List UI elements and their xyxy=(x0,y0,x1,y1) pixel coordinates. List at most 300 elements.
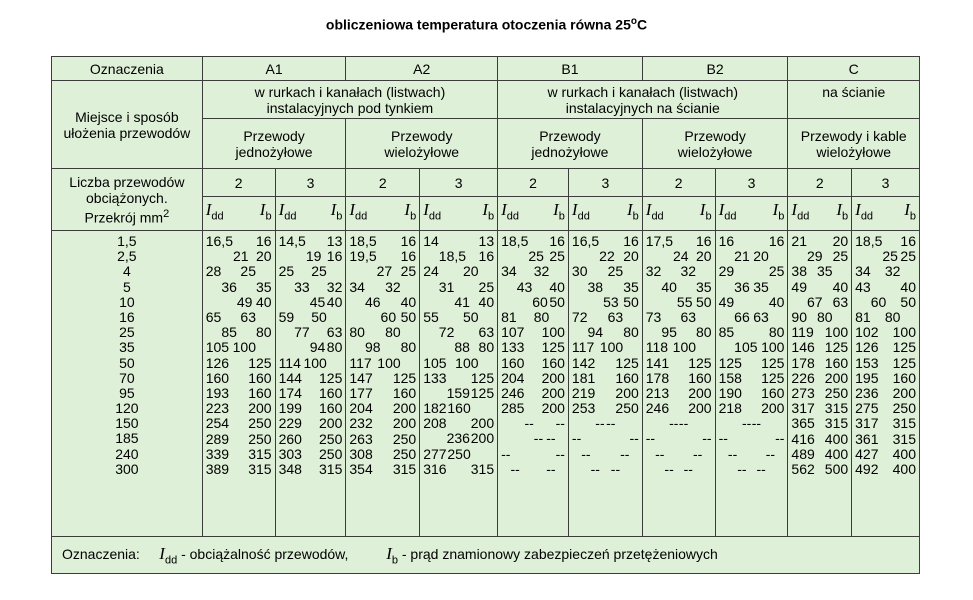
ib-value: -- xyxy=(678,415,689,432)
capacity-cell xyxy=(791,356,848,371)
ib-value: 40 xyxy=(900,278,916,295)
ib-value: 80 xyxy=(400,339,417,356)
capacity-cell xyxy=(719,325,785,340)
capacity-cell xyxy=(423,295,494,310)
ib-value: 63 xyxy=(240,308,256,325)
capacity-cell xyxy=(791,401,848,416)
ib-value: 25 xyxy=(478,278,495,295)
ib-value: 200 xyxy=(319,415,343,432)
idd-value: 158 xyxy=(718,369,742,386)
ib-value: 200 xyxy=(541,369,565,386)
capacity-cell xyxy=(719,401,785,416)
capacity-column xyxy=(202,231,275,537)
idd-value: 28 xyxy=(205,263,222,280)
idd-value: -- xyxy=(669,415,679,432)
ib-value: 200 xyxy=(541,400,565,417)
placement-under-plaster: w rurkach i kanałach (listwach) instalacyjnych pod tynkiem xyxy=(202,81,497,119)
idd-value: 32 xyxy=(645,263,662,280)
idd-value: 361 xyxy=(855,430,879,447)
idd-value: 94 xyxy=(587,324,604,341)
symbol-header-cell xyxy=(852,197,920,231)
ib-value: 35 xyxy=(753,278,769,295)
idd-value: 38 xyxy=(587,278,604,295)
ib-value: 16 xyxy=(255,233,272,249)
col-a1: A1 xyxy=(202,57,346,81)
capacity-cell xyxy=(791,249,848,264)
capacity-cell xyxy=(501,416,565,431)
ib-value: 80 xyxy=(816,308,833,325)
idd-value: 492 xyxy=(855,460,879,477)
ib-value: 250 xyxy=(824,384,849,401)
legend-idd-desc: - obciążalność przewodów, xyxy=(181,545,349,562)
capacity-cell xyxy=(349,249,416,264)
idd-value: 273 xyxy=(791,384,815,401)
cross-section-value: 2,5 xyxy=(117,248,137,265)
ib-value: -- xyxy=(555,415,565,432)
ib-value: 16 xyxy=(326,248,343,265)
idd-value: 66 xyxy=(734,308,750,325)
idd-value: -- xyxy=(718,430,728,447)
idd-value: 25 xyxy=(528,248,544,265)
capacity-cell xyxy=(791,295,848,310)
ib-value: 13 xyxy=(326,233,343,249)
ib-value: -- xyxy=(555,445,565,462)
ib-value: 32 xyxy=(680,263,697,280)
idd-value: 193 xyxy=(205,384,230,401)
idd-value: 246 xyxy=(645,400,670,417)
placement-on-wall: na ścianie xyxy=(788,81,920,119)
idd-symbol: $I_{dd}$ xyxy=(205,200,224,223)
ib-value: 80 xyxy=(768,324,785,341)
capacity-column xyxy=(642,231,715,537)
idd-value: 562 xyxy=(791,460,815,477)
idd-value: 25 xyxy=(278,263,295,280)
ib-value: -- xyxy=(751,415,762,432)
idd-value: 95 xyxy=(661,324,677,341)
capacity-cell xyxy=(349,310,416,325)
capacity-cell xyxy=(206,371,272,386)
ib-value: 20 xyxy=(832,233,849,249)
ib-value: 125 xyxy=(761,369,785,386)
idd-value: 226 xyxy=(791,369,815,386)
capacity-cell xyxy=(501,356,565,371)
ib-value: 80 xyxy=(255,324,272,341)
idd-value: 98 xyxy=(364,339,381,356)
idd-value: 219 xyxy=(571,384,596,401)
capacity-column xyxy=(788,231,852,537)
idd-value: 60 xyxy=(870,293,887,310)
idd-value: 60 xyxy=(532,293,548,310)
ib-symbol: $I_b$ xyxy=(904,200,916,223)
ib-value: 125 xyxy=(248,354,272,371)
capacity-cell xyxy=(349,386,416,401)
ib-value: 125 xyxy=(470,369,495,386)
ib-value: 80 xyxy=(326,339,343,356)
capacity-cell xyxy=(719,249,785,264)
ib-value: 200 xyxy=(392,400,417,417)
ib-value: 250 xyxy=(447,445,471,462)
symbol-header-cell xyxy=(346,197,420,231)
count-cell: 2 xyxy=(642,169,715,197)
idd-value: 254 xyxy=(205,415,230,432)
idd-value: 49 xyxy=(236,293,253,310)
capacity-cell xyxy=(572,280,639,295)
capacity-cell xyxy=(423,264,494,279)
capacity-cell xyxy=(572,295,639,310)
ib-value: -- xyxy=(606,415,616,432)
ib-value: 160 xyxy=(248,384,272,401)
capacity-cell xyxy=(206,386,272,401)
cross-section-column xyxy=(52,231,203,537)
ib-symbol: $I_b$ xyxy=(699,200,712,223)
idd-value: 81 xyxy=(501,308,517,325)
capacity-cell xyxy=(423,234,494,249)
capacity-cell xyxy=(279,340,343,355)
idd-value: 133 xyxy=(423,369,447,386)
ib-value: 315 xyxy=(248,460,272,477)
cross-section-value: 300 xyxy=(115,460,139,477)
ib-value: 40 xyxy=(549,278,565,295)
capacity-column xyxy=(852,231,920,537)
idd-value: -- xyxy=(533,430,544,447)
idd-value: 45 xyxy=(309,293,326,310)
capacity-cell xyxy=(349,431,416,446)
cross-section-value: 150 xyxy=(115,415,139,432)
ib-value: 160 xyxy=(824,354,849,371)
capacity-cell xyxy=(719,264,785,279)
capacity-cell xyxy=(206,280,272,295)
capacity-cell xyxy=(572,416,639,431)
count-cell: 2 xyxy=(788,169,852,197)
capacity-cell xyxy=(423,325,494,340)
idd-value: 133 xyxy=(501,339,525,356)
idd-value: 49 xyxy=(791,278,807,295)
capacity-cell xyxy=(791,447,848,462)
capacity-cell xyxy=(719,371,785,386)
capacity-cell xyxy=(646,280,712,295)
capacity-cell xyxy=(719,310,785,325)
idd-value: 21 xyxy=(734,248,750,265)
ib-value: 40 xyxy=(832,278,849,295)
ib-value: 125 xyxy=(319,369,343,386)
capacity-cell xyxy=(646,371,712,386)
legend-ib-desc: - prąd znamionowy zabezpieczeń przetężeniowych xyxy=(401,545,718,562)
ib-value: 25 xyxy=(832,248,849,265)
idd-value: 195 xyxy=(855,369,879,386)
count-cell: 2 xyxy=(202,169,275,197)
ib-value: 25 xyxy=(768,263,785,280)
ib-value: 315 xyxy=(392,460,417,477)
ib-value: 200 xyxy=(688,400,712,417)
capacity-cell xyxy=(791,280,848,295)
idd-value: 213 xyxy=(645,384,670,401)
idd-value: 114 xyxy=(278,354,301,371)
ib-value: 20 xyxy=(753,248,769,265)
ib-value: 63 xyxy=(326,324,343,341)
cross-section-value: 240 xyxy=(115,445,139,462)
idd-value: 67 xyxy=(807,293,823,310)
capacity-cell xyxy=(855,340,916,355)
capacity-cell xyxy=(279,386,343,401)
ib-value: 80 xyxy=(696,324,712,341)
wire-type-a1: Przewody jednożyłowe xyxy=(202,119,346,169)
ib-value: 100 xyxy=(892,324,916,341)
capacity-cell xyxy=(279,310,343,325)
ib-value: 200 xyxy=(824,369,849,386)
ib-value: 63 xyxy=(753,308,769,325)
capacity-cell xyxy=(206,234,272,249)
idd-symbol: $I_{dd}$ xyxy=(278,200,297,223)
capacity-cell xyxy=(855,249,916,264)
ib-value: 200 xyxy=(541,384,565,401)
count-cell: 2 xyxy=(498,169,569,197)
idd-value: -- xyxy=(595,415,605,432)
idd-symbol: $I_{dd}$ xyxy=(423,200,442,223)
ib-value: 20 xyxy=(623,248,639,265)
ib-symbol: $I_b$ xyxy=(553,200,565,223)
ib-value: 16 xyxy=(696,233,712,249)
capacity-cell xyxy=(206,310,272,325)
idd-value: -- xyxy=(590,460,600,477)
capacity-cell xyxy=(791,386,848,401)
capacity-cell xyxy=(279,401,343,416)
idd-value: 105 xyxy=(734,339,758,356)
ib-value: 63 xyxy=(607,308,624,325)
capacity-cell xyxy=(349,280,416,295)
ib-value: 100 xyxy=(672,339,697,356)
capacity-cell xyxy=(501,431,565,446)
capacity-cell xyxy=(206,356,272,371)
capacity-cell xyxy=(279,447,343,462)
idd-value: 19 xyxy=(305,248,322,265)
capacity-cell xyxy=(423,280,494,295)
idd-value: 31 xyxy=(438,278,455,295)
count-cell: 3 xyxy=(420,169,498,197)
ib-value: 125 xyxy=(688,354,712,371)
cross-section-value: 1,5 xyxy=(117,233,137,249)
idd-value: 18,5 xyxy=(349,233,377,249)
ib-value: 25 xyxy=(400,263,417,280)
idd-value: 85 xyxy=(718,324,735,341)
idd-value: 317 xyxy=(791,400,815,417)
ib-value: 25 xyxy=(607,263,624,280)
idd-value: 489 xyxy=(791,445,815,462)
idd-value: -- xyxy=(571,430,582,447)
ib-value: -- xyxy=(756,460,766,477)
idd-value: 34 xyxy=(501,263,517,280)
capacity-cell xyxy=(501,264,565,279)
idd-value: 30 xyxy=(571,263,588,280)
capacity-cell xyxy=(279,234,343,249)
capacity-cell xyxy=(572,234,639,249)
ib-value: 200 xyxy=(688,384,712,401)
capacity-cell xyxy=(855,416,916,431)
capacity-cell xyxy=(423,416,494,431)
capacity-cell xyxy=(279,325,343,340)
count-cell: 3 xyxy=(715,169,788,197)
idd-value: 16,5 xyxy=(205,233,233,249)
idd-value: 277 xyxy=(423,445,447,462)
capacity-cell xyxy=(206,340,272,355)
capacity-cell xyxy=(423,356,494,371)
capacity-cell xyxy=(791,264,848,279)
capacity-cell xyxy=(572,431,639,446)
ib-value: 63 xyxy=(680,308,697,325)
idd-value: 59 xyxy=(278,308,295,325)
ib-value: 13 xyxy=(478,233,495,249)
ib-value: 16 xyxy=(549,233,565,249)
cross-section-value: 16 xyxy=(119,308,135,325)
ib-symbol: $I_b$ xyxy=(259,200,272,223)
idd-value: 317 xyxy=(855,415,879,432)
capacity-cell xyxy=(646,340,712,355)
capacity-cell xyxy=(855,462,916,477)
ib-value: 160 xyxy=(319,400,343,417)
idd-value: 142 xyxy=(571,354,596,371)
capacity-cell xyxy=(206,401,272,416)
ib-value: 160 xyxy=(447,400,471,417)
capacity-column xyxy=(715,231,788,537)
idd-value: 232 xyxy=(349,415,373,432)
ib-value: 400 xyxy=(892,460,916,477)
ib-value: 200 xyxy=(615,384,639,401)
ib-value: 25 xyxy=(240,263,256,280)
capacity-cell xyxy=(349,295,416,310)
ib-value: -- xyxy=(775,430,785,447)
cross-section-value: 95 xyxy=(119,384,135,401)
ib-value: 160 xyxy=(541,354,565,371)
capacity-cell xyxy=(279,249,343,264)
idd-value: 354 xyxy=(349,460,373,477)
idd-value: 182 xyxy=(423,400,447,417)
cross-section-value: 5 xyxy=(122,278,131,295)
wire-type-c: Przewody i kable wielożyłowe xyxy=(788,119,920,169)
idd-value: 275 xyxy=(855,400,879,417)
idd-value: 77 xyxy=(294,324,310,341)
ib-value: 100 xyxy=(232,339,256,356)
idd-value: 24 xyxy=(673,248,689,265)
capacity-cell xyxy=(572,264,639,279)
ib-value: 250 xyxy=(392,430,417,447)
ib-value: 160 xyxy=(319,384,343,401)
capacity-cell xyxy=(501,310,565,325)
idd-value: -- xyxy=(524,415,534,432)
ib-symbol: $I_b$ xyxy=(404,200,417,223)
ib-value: 40 xyxy=(478,293,495,310)
cross-section-value: 185 xyxy=(115,430,139,447)
ib-value: 315 xyxy=(824,415,849,432)
idd-value: 18,5 xyxy=(438,248,467,265)
idd-symbol: $I_{dd}$ xyxy=(718,200,737,223)
idd-value: 72 xyxy=(438,324,455,341)
capacity-cell xyxy=(646,295,712,310)
liczba-przekroj-label: Liczba przewodów obciążonych. Przekrój $mm^2$ xyxy=(52,169,203,231)
ib-value: -- xyxy=(620,445,630,462)
ib-value: 125 xyxy=(541,339,565,356)
capacity-cell xyxy=(646,234,712,249)
capacity-cell xyxy=(855,386,916,401)
idd-value: 246 xyxy=(501,384,525,401)
idd-value: 147 xyxy=(349,369,373,386)
idd-value: -- xyxy=(645,430,656,447)
idd-value: 160 xyxy=(501,354,525,371)
ib-value: 100 xyxy=(761,339,785,356)
ib-value: 200 xyxy=(392,415,417,432)
capacity-cell xyxy=(791,416,848,431)
capacity-cell xyxy=(501,325,565,340)
idd-value: 88 xyxy=(454,339,470,356)
ib-value: -- xyxy=(765,445,776,462)
ib-value: 25 xyxy=(900,248,916,265)
liczba-label: Liczba przewodów obciążonych. xyxy=(69,173,185,206)
ib-value: 315 xyxy=(248,445,272,462)
ib-value: 250 xyxy=(319,430,343,447)
miejsce-label: Miejsce i sposób ułożenia przewodów xyxy=(52,81,203,169)
capacity-cell xyxy=(719,280,785,295)
ib-value: 500 xyxy=(824,460,849,477)
capacity-cell xyxy=(501,462,565,477)
idd-value: 348 xyxy=(278,460,302,477)
idd-value: 118 xyxy=(645,339,669,356)
capacity-cell xyxy=(646,431,712,446)
idd-value: 43 xyxy=(516,278,533,295)
idd-value: 178 xyxy=(791,354,815,371)
capacity-cell xyxy=(423,431,494,446)
ib-symbol: $I_b$ xyxy=(772,200,785,223)
ib-value: 160 xyxy=(761,384,785,401)
idd-value: 236 xyxy=(855,384,879,401)
przekroj-label: Przekrój mm xyxy=(84,209,164,226)
idd-value: -- xyxy=(741,415,752,432)
idd-value: 125 xyxy=(718,354,742,371)
capacity-cell xyxy=(501,401,565,416)
capacity-cell xyxy=(572,386,639,401)
ib-value: 50 xyxy=(311,308,327,325)
ib-symbol: $I_b$ xyxy=(626,200,639,223)
placement-on-wall-conduit: w rurkach i kanałach (listwach) instalacyjnych na ścianie xyxy=(498,81,788,119)
capacity-cell xyxy=(791,325,848,340)
idd-value: 253 xyxy=(571,400,596,417)
capacity-column xyxy=(420,231,498,537)
ib-value: 250 xyxy=(615,400,639,417)
capacity-cell xyxy=(423,249,494,264)
idd-value: -- xyxy=(581,445,591,462)
idd-value: 16 xyxy=(718,233,735,249)
ib-value: 16 xyxy=(400,233,417,249)
oznaczenia-label: Oznaczenia xyxy=(52,57,203,81)
capacity-cell xyxy=(791,462,848,477)
capacity-cell xyxy=(791,340,848,355)
ib-value: 50 xyxy=(400,308,417,325)
capacity-cell xyxy=(279,280,343,295)
capacity-cell xyxy=(572,310,639,325)
wire-type-b1: Przewody jednożyłowe xyxy=(498,119,643,169)
cross-section-value: 70 xyxy=(119,369,135,386)
idd-value: 160 xyxy=(205,369,230,386)
idd-value: 55 xyxy=(676,293,693,310)
ib-value: 125 xyxy=(392,369,417,386)
ib-value: 100 xyxy=(303,354,327,371)
capacity-column xyxy=(568,231,642,537)
col-b1: B1 xyxy=(498,57,643,81)
ib-value: 160 xyxy=(392,384,417,401)
ib-value: 63 xyxy=(832,293,849,310)
ib-value: 40 xyxy=(768,293,785,310)
ib-value: 32 xyxy=(884,263,901,280)
capacity-cell xyxy=(791,234,848,249)
idd-value: 19,5 xyxy=(349,248,377,265)
capacity-cell xyxy=(349,447,416,462)
